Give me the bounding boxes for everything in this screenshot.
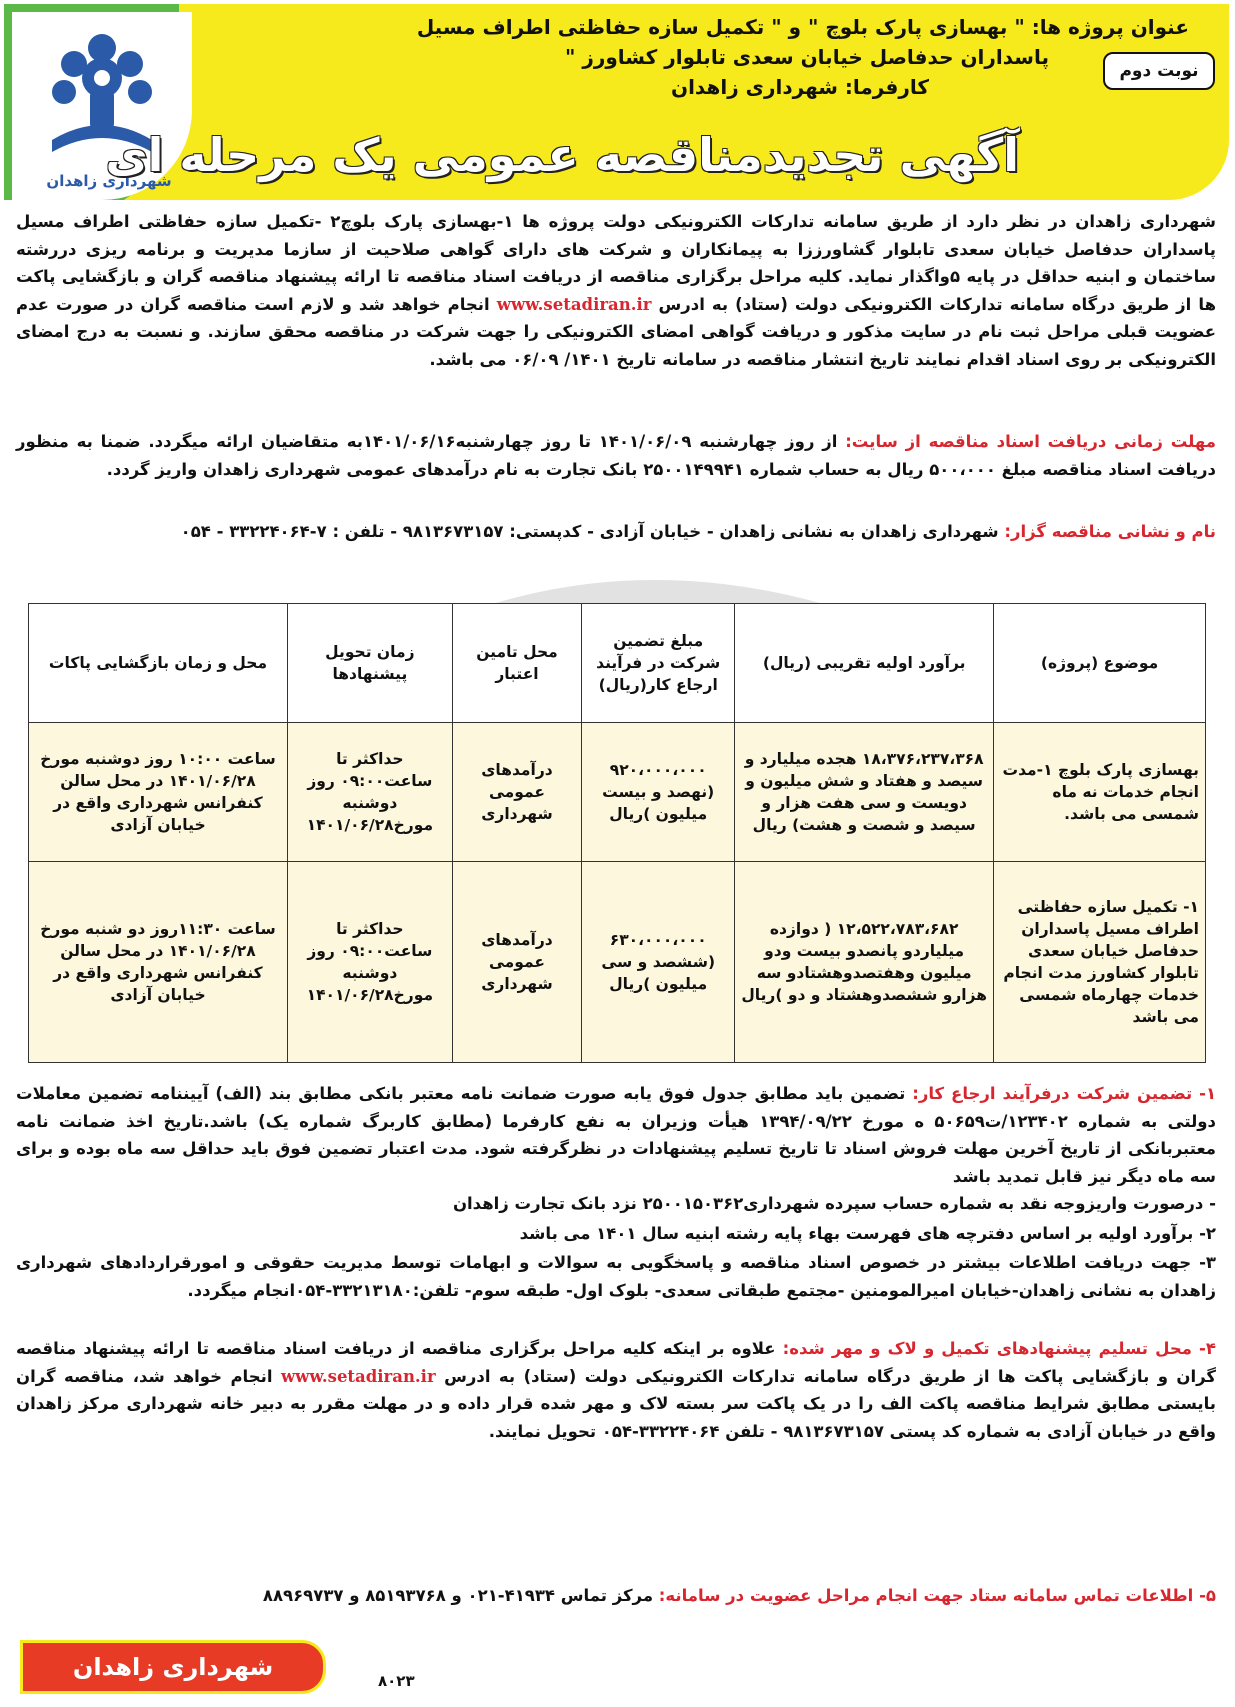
note-1-sub: - درصورت واریزوجه نقد به شماره حساب سپرده شهرداری۲۵۰۰۱۵۰۳۶۲ نزد بانک تجارت زاهدان bbox=[452, 1194, 1216, 1213]
cell-delivery: حداکثر تا ساعت۰۹:۰۰ روز دوشنبه مورخ۱۴۰۱/۰۶/۲۸ bbox=[287, 861, 452, 1062]
cell-opening: ساعت ۱۱:۳۰روز دو شنبه مورخ ۱۴۰۱/۰۶/۲۸ در محل سالن کنفرانس شهرداری واقع در خیابان آزادی bbox=[29, 861, 288, 1062]
publish-date: تاریخ انتشار مناقصه در سامانه تاریخ ۱۴۰۱/ ۰۶/۰۹ می باشد. bbox=[429, 349, 910, 369]
note-5-text: مرکز تماس ۴۱۹۳۴-۰۲۱ و ۸۵۱۹۳۷۶۸ و ۸۸۹۶۹۷۳۷ bbox=[262, 1586, 654, 1605]
header-cell-guarantee: مبلغ تضمین شرکت در فرآیند ارجاع کار(ریال) bbox=[582, 604, 735, 723]
logo-text: شهرداری زاهدان bbox=[46, 172, 172, 190]
table-row bbox=[29, 723, 1206, 862]
note-1 bbox=[16, 1080, 1216, 1218]
note-4 bbox=[16, 1335, 1216, 1445]
note-3: ۳- جهت دریافت اطلاعات بیشتر در خصوص اسناد مناقصه و پاسخگویی به سوالات و ابهامات توسط مدیریت حقوقی و امورقراردادهای شهرداری زاهدان به نشانی زاهدان-خیابان امیرالمومنین -مجتمع طبقاتی سعدی- بلوک اول- طبقه سوم- تلفن:۳۳۲۱۳۱۸۰-۰۵۴انجام میگردد. bbox=[16, 1253, 1216, 1300]
address-label: نام و نشانی مناقصه گزار: bbox=[1004, 522, 1216, 541]
header-cell-opening: محل و زمان بازگشایی پاکات bbox=[29, 604, 288, 723]
deadline-paragraph bbox=[16, 428, 1216, 483]
intro-text2: انجام خواهد شد و لازم است مناقصه گران در صورت عدم عضویت قبلی مراحل ثبت نام در سایت مذکور و دریافت گواهی امضای الکترونیکی را جهت شرکت در مناقصه محقق سازند. و نسبت به درج امضای الکترونیکی بر روی اسناد اقدام نمایند bbox=[16, 294, 1216, 369]
project-title bbox=[289, 12, 1189, 102]
header-banner bbox=[4, 4, 1229, 200]
note-1-text: تضمین باید مطابق جدول فوق یابه صورت ضمانت نامه معتبر بانکی مطابق بند (الف) آییننامه تضمین معاملات دولتی به شماره ۱۲۳۴۰۲/ت۵۰۶۵۹ ه مورخ ۱۳۹۴/۰۹/۲۲ هیأت وزیران به نفع کارفرما (مطابق کاربرگ شماره یک) باشد.تاریخ اخذ ضمانت نامه معتبربانکی از تاریخ آخرین مهلت فروش اسناد تا تاریخ تسلیم پیشنهادات در نظرگرفته شود. مدت اعتبار تضمین فوق باید حداقل سه ماه بوده و برای سه ماه دیگر نیز قابل تمدید باشد bbox=[16, 1084, 1217, 1186]
cell-funding: درآمدهای عمومی شهرداری bbox=[452, 861, 581, 1062]
deadline-text: از روز چهارشنبه ۱۴۰۱/۰۶/۰۹ تا روز چهارشنبه۱۴۰۱/۰۶/۱۶به متقاضیان ارائه میگردد. ضمنا به منظور دریافت اسناد مناقصه مبلغ ۵۰۰،۰۰۰ ریال به حساب شماره ۲۵۰۰۱۴۹۹۴۱ بانک تجارت به نام درآمدهای عمومی شهرداری زاهدان واریز گردد. bbox=[16, 432, 1216, 479]
table-row bbox=[29, 861, 1206, 1062]
note-4-text: علاوه بر اینکه کلیه مراحل برگزاری مناقصه از دریافت اسناد مناقصه تا ارائه پیشنهاد مناقصه گران و بازگشایی پاکت ها از طریق درگاه سامانه تدارکات الکترونیکی دولت (ستاد) به ادرس bbox=[16, 1339, 1216, 1386]
address-text: شهرداری زاهدان به نشانی زاهدان - خیابان آزادی - کدپستی: ۹۸۱۳۶۷۳۱۵۷ - تلفن : ۷-۳۳۲۲۴۰۶۴ - ۰۵۴ bbox=[180, 522, 999, 541]
page-code: ۸۰۲۳ bbox=[378, 1672, 415, 1690]
note-4-label: ۴- محل تسلیم پیشنهادهای تکمیل و لاک و مهر شده: bbox=[782, 1339, 1216, 1358]
cell-subject: ۱- تکمیل سازه حفاظتی اطراف مسیل پاسداران حدفاصل خیابان سعدی تابلوار کشاورز مدت انجام خدمات چهارماه شمسی می باشد bbox=[994, 861, 1206, 1062]
table-header-row bbox=[29, 604, 1206, 723]
note-5-label: ۵- اطلاعات تماس سامانه ستاد جهت انجام مراحل عضویت در سامانه: bbox=[658, 1586, 1216, 1605]
employer: کارفرما: شهرداری زاهدان bbox=[671, 75, 929, 99]
intro-paragraph bbox=[16, 208, 1216, 373]
cell-estimate: ۱۸،۳۷۶،۲۳۷،۳۶۸ هجده میلیارد و سیصد و هفتاد و شش میلیون و دویست و سی هفت هزار و سیصد و شصت و هشت) ریال bbox=[735, 723, 994, 862]
cell-estimate: ۱۲،۵۲۲،۷۸۳،۶۸۲ ( دوازده میلیاردو پانصدو بیست ودو میلیون وهفتصدوهشتادو سه هزارو ششصدوهشتاد و دو )ریال bbox=[735, 861, 994, 1062]
project-title-line2: پاسداران حدفاصل خیابان سعدی تابلوار کشاورز " bbox=[564, 45, 1049, 69]
cell-delivery: حداکثر تا ساعت۰۹:۰۰ روز دوشنبه مورخ۱۴۰۱/۰۶/۲۸ bbox=[287, 723, 452, 862]
header-cell-estimate: برآورد اولیه تقریبی (ریال) bbox=[735, 604, 994, 723]
projects-table bbox=[28, 603, 1206, 1063]
round-badge: نوبت دوم bbox=[1103, 52, 1215, 90]
deadline-label: مهلت زمانی دریافت اسناد مناقصه از سایت: bbox=[845, 432, 1217, 451]
note-2: ۲- برآورد اولیه بر اساس دفترچه های فهرست بهاء پایه رشته ابنیه سال ۱۴۰۱ می باشد bbox=[519, 1224, 1216, 1243]
note-1-label: ۱- تضمین شرکت درفرآیند ارجاع کار: bbox=[912, 1084, 1217, 1103]
intro-text: شهرداری زاهدان در نظر دارد از طریق سامانه تدارکات الکترونیکی دولت پروژه ها ۱-بهسازی پارک بلوچ۲ -تکمیل سازه حفاظتی اطراف مسیل پاسداران حدفاصل خیابان سعدی تابلوار گشاورززا به پیمانکاران و شرکت های دارای گواهی صلاحیت از سازما مدیریت و برنامه ریزی دررشته ساختمان و ابنیه حداقل در پایه ۵واگذار نماید. کلیه مراحل برگزاری مناقصه از دریافت اسناد مناقصه تا ارائه پیشنهاد مناقصه گران و بازگشایی پاکت ها از طریق درگاه سامانه تدارکات الکترونیکی دولت (ستاد) به ادرس bbox=[16, 212, 1217, 314]
header-cell-subject: موضوع (پروژه) bbox=[994, 604, 1206, 723]
intro-url-link[interactable]: www.setadiran.ir bbox=[496, 294, 652, 314]
note-4-text2: انجام خواهد شد، مناقصه گران بایستی مطابق شرایط مناقصه پاکت الف را در یک پاکت سر بسته لاک و مهر شده قرار داده و در مهلت مقرر به دبیر خانه شهرداری مرکز زاهدان واقع در خیابان آزادی به شماره کد پستی ۹۸۱۳۶۷۳۱۵۷ - تلفن ۳۳۲۲۴۰۶۴-۰۵۴ تحویل نمایند. bbox=[16, 1366, 1216, 1441]
ad-title: آگهی تجدیدمناقصه عمومی یک مرحله ای bbox=[105, 128, 1019, 182]
header-cell-funding: محل تامین اعتبار bbox=[452, 604, 581, 723]
note-5 bbox=[16, 1582, 1216, 1610]
address-paragraph bbox=[16, 518, 1216, 546]
cell-funding: درآمدهای عمومی شهرداری bbox=[452, 723, 581, 862]
footer-org-badge: شهرداری زاهدان bbox=[20, 1640, 326, 1694]
header-cell-delivery: زمان تحویل پیشنهادها bbox=[287, 604, 452, 723]
cell-opening: ساعت ۱۰:۰۰ روز دوشنبه مورخ ۱۴۰۱/۰۶/۲۸ در محل سالن کنفرانس شهرداری واقع در خیابان آزادی bbox=[29, 723, 288, 862]
note-4-url-link[interactable]: www.setadiran.ir bbox=[280, 1366, 436, 1386]
project-title-line1: عنوان پروژه ها: " بهسازی پارک بلوچ " و " تکمیل سازه حفاظتی اطراف مسیل bbox=[416, 15, 1189, 39]
cell-guarantee: ۹۲۰،۰۰۰،۰۰۰ (نهصد و بیست میلیون )ریال bbox=[582, 723, 735, 862]
cell-guarantee: ۶۳۰،۰۰۰،۰۰۰ (ششصد و سی میلیون )ریال bbox=[582, 861, 735, 1062]
cell-subject: بهسازی پارک بلوچ ۱-مدت انجام خدمات نه ماه شمسی می باشد. bbox=[994, 723, 1206, 862]
